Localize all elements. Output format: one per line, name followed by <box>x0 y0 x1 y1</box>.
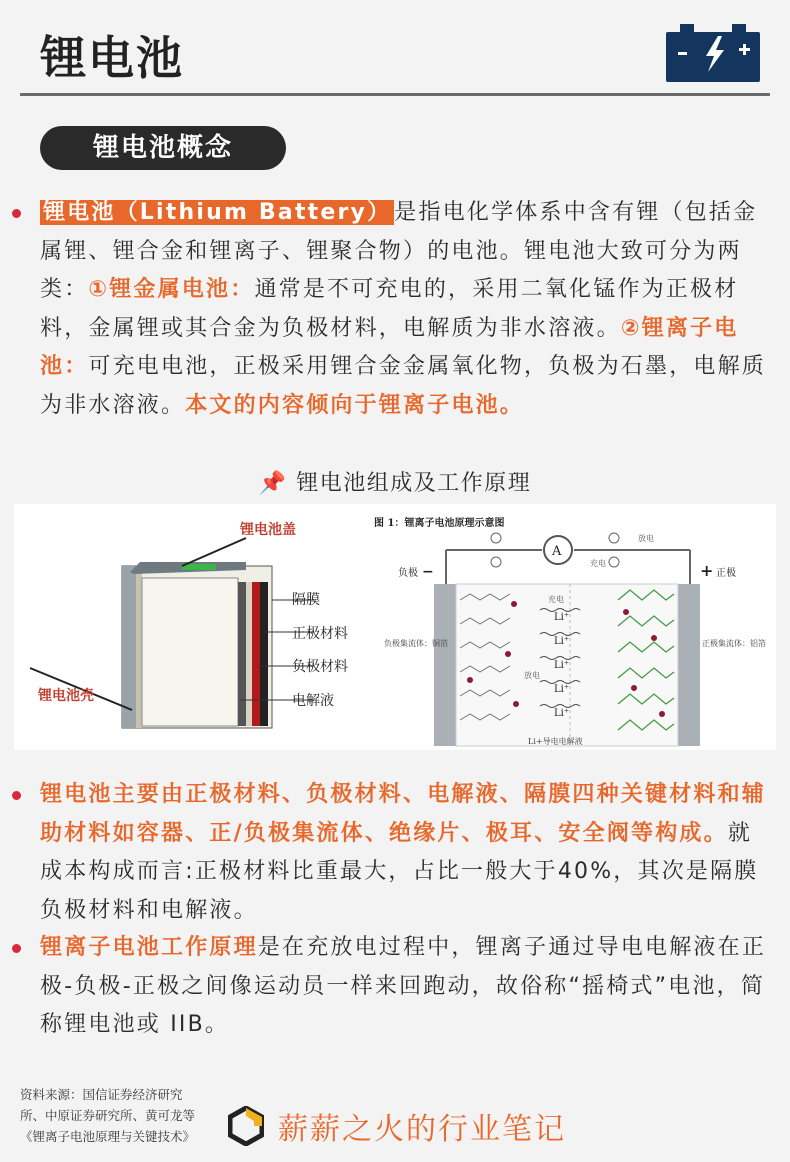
label-charge-top: 充电 <box>590 559 606 568</box>
negative-collector-plate <box>434 584 456 746</box>
pushpin-icon: 📌 <box>258 471 288 496</box>
header-divider <box>20 93 770 96</box>
label-negative: 负极 <box>398 568 418 579</box>
electron-icon <box>609 533 619 543</box>
label-separator: 隔膜 <box>292 592 320 608</box>
li-ion-label: Li⁺ <box>554 708 570 719</box>
label-cathode: 正极材料 <box>292 626 348 642</box>
electron-icon <box>609 557 619 567</box>
diagram-title: 图 1：锂离子电池原理示意图 <box>374 518 505 529</box>
figure-svg <box>14 504 776 750</box>
positive-collector-plate <box>678 584 700 746</box>
label-positive-collector: 正极集流体：铝箔 <box>702 639 766 648</box>
battery-figure <box>14 504 776 750</box>
label-discharge-top: 放电 <box>638 534 654 543</box>
label-anode: 负极材料 <box>292 659 348 675</box>
li-ion-label: Li⁺ <box>554 684 570 695</box>
label-positive: 正极 <box>716 568 736 579</box>
ammeter-symbol: A <box>552 544 562 559</box>
battery-icon <box>666 24 760 82</box>
label-electrolyte: 电解液 <box>292 693 334 709</box>
figure-caption: 📌 锂电池组成及工作原理 <box>258 471 532 496</box>
label-battery-cap: 锂电池盖 <box>240 522 296 538</box>
positive-sign: + <box>700 561 714 580</box>
term-highlight: 锂电池（Lithium Battery） <box>40 200 394 225</box>
bullet-dot <box>12 209 21 218</box>
li-ion-label: Li⁺ <box>554 636 570 647</box>
brand-logo-icon <box>228 1106 264 1146</box>
li-ion-label: Li⁺ <box>554 660 570 671</box>
bullet-dot <box>12 791 21 800</box>
label-negative-collector: 负极集流体：铜箔 <box>384 639 448 648</box>
label-discharge: 放电 <box>524 671 540 680</box>
source-note: 资料来源：国信证券经济研究 所、中原证券研究所、黄可龙等 《锂离子电池原理与关键技术》 <box>20 1087 196 1144</box>
electron-icon <box>491 533 501 543</box>
label-battery-shell: 锂电池壳 <box>38 688 94 704</box>
brand-name: 薪薪之火的行业笔记 <box>278 1112 566 1147</box>
negative-sign: − <box>422 564 434 580</box>
li-ion-label: Li⁺ <box>554 612 570 623</box>
electron-icon <box>491 557 501 567</box>
concept-paragraph: 锂电池（Lithium Battery） 是指电化学体系中含有锂（包括金属锂、锂合金和锂离子、锂聚合物）的电池。锂电池大致可分为两类：①锂金属电池：通常是不可充电的，采用二氧化锰作为正极材料，金属锂或其合金为负极材料，电解质为非水溶液。②锂离子电池：可充电电池，正极采用锂合金金属氧化物，负极为石墨，电解质为非水溶液。本文的内容倾向于锂离子电池。 <box>40 200 767 418</box>
label-electrolyte-medium: Li+导电电解液 <box>528 737 583 746</box>
bullet-dot <box>12 944 21 953</box>
label-charge: 充电 <box>548 595 564 604</box>
section-heading: 锂电池概念 <box>40 126 286 170</box>
page-title: 锂电池 <box>40 31 184 85</box>
principle-paragraph: 锂离子电池工作原理是在充放电过程中，锂离子通过导电电解液在正极-负极-正极之间像运动员一样来回跑动，故俗称“摇椅式”电池，简称锂电池或 IIB。 <box>40 935 767 1037</box>
components-paragraph: 锂电池主要由正极材料、负极材料、电解液、隔膜四种关键材料和辅助材料如容器、正/负极集流体、绝缘片、极耳、安全阀等构成。就成本构成而言:正极材料比重最大，占比一般大于40%，其次是隔膜负极材料和电解液。 <box>40 782 767 923</box>
